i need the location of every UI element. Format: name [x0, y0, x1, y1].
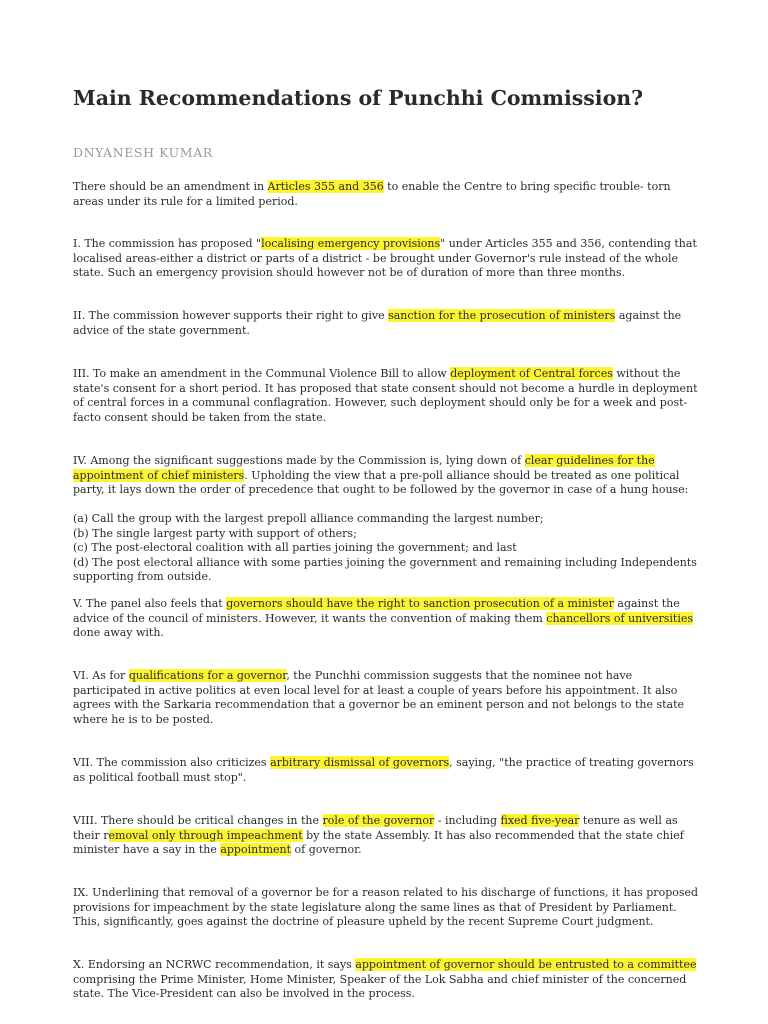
- author-byline: DNYANESH KUMAR: [73, 145, 213, 160]
- text-segment: tenure as well as their r: [73, 814, 678, 842]
- text-segment: , the Punchhi commission suggests that the nominee not have participated in active politics at even local level for at least a couple of years before his appointment. It also agrees with the Sarkaria recommendation that a governor be an eminent person and not belongs to the state where he is to be posted.: [73, 669, 685, 726]
- paragraph-iv: [73, 454, 703, 498]
- paragraph-vii: [73, 756, 703, 785]
- highlighted-text: role of the governor: [322, 814, 435, 827]
- paragraph-ix: [73, 886, 703, 930]
- text-segment: There should be an amendment in: [73, 180, 268, 193]
- page-title: Main Recommendations of Punchhi Commission?: [73, 86, 644, 110]
- text-segment: , saying, "the practice of treating governors as political football must stop".: [73, 756, 694, 784]
- text-segment: II. The commission however supports their right to give: [73, 309, 389, 322]
- paragraph-ii: [73, 309, 703, 338]
- highlighted-text: localising emergency provisions: [261, 237, 441, 250]
- paragraph-v: [73, 597, 703, 641]
- highlighted-text: appointment of governor should be entrusted to a committee: [355, 958, 697, 971]
- text-segment: to enable the Centre to bring specific trouble- torn areas under its rule for a limited period.: [73, 180, 671, 208]
- text-segment: - including: [434, 814, 501, 827]
- paragraph-i: [73, 237, 703, 281]
- paragraph-iii: [73, 367, 703, 425]
- text-segment: III. To make an amendment in the Communal Violence Bill to allow: [73, 367, 451, 380]
- highlighted-text: Articles 355 and 356: [267, 180, 384, 193]
- paragraph-x: [73, 958, 703, 1002]
- highlighted-text: governors should have the right to sanction prosecution of a minister: [226, 597, 614, 610]
- highlighted-text: chancellors of universities: [546, 611, 694, 625]
- text-segment: done away with.: [73, 626, 164, 640]
- highlighted-text: fixed five-year: [500, 814, 580, 827]
- highlighted-text: appointment: [220, 843, 292, 857]
- text-segment: IX. Underlining that removal of a governor be for a reason related to his discharge of functions, it has proposed provisions for impeachment by the state legislature along the same lines as that of President by Parliament. This, significantly, goes against the doctrine of pleasure upheld by the recent Supreme Court judgment.: [73, 886, 699, 929]
- highlighted-text: deployment of Central forces: [450, 367, 613, 380]
- text-segment: VII. The commission also criticizes: [73, 756, 271, 769]
- highlighted-text: arbitrary dismissal of governors: [270, 756, 450, 769]
- text-segment: V. The panel also feels that: [73, 597, 227, 610]
- text-segment: " under Articles 355 and 356, contending that localised areas-either a district or parts of a district - be brought under Governor's rule instead of the whole state. Such an emergency provision should however not be of duration of more than three months.: [73, 237, 697, 280]
- text-segment: IV. Among the significant suggestions made by the Commission is, lying down of: [73, 454, 525, 467]
- text-segment: . Upholding the view that a pre-poll alliance should be treated as one political party, it lays down the order of precedence that ought to be followed by the governor in case of a hung house:: [73, 468, 689, 497]
- text-segment: of governor.: [291, 843, 362, 857]
- text-segment: VIII. There should be critical changes in the: [73, 814, 323, 827]
- text-segment: against the advice of the state government.: [73, 309, 682, 337]
- highlighted-text: clear guidelines for the appointment of chief ministers: [73, 454, 655, 482]
- text-segment: I. The commission has proposed ": [73, 237, 262, 250]
- list-item: (d) The post electoral alliance with some parties joining the government and remaining including Independents supporting from outside.: [73, 555, 697, 584]
- paragraph-vi: [73, 669, 703, 727]
- highlighted-text: emoval only through impeachment: [108, 828, 303, 842]
- list-item: (b) The single largest party with support of others;: [73, 526, 357, 540]
- text-segment: X. Endorsing an NCRWC recommendation, it says: [73, 958, 356, 971]
- highlighted-text: sanction for the prosecution of ministers: [388, 309, 616, 322]
- list-item: (a) Call the group with the largest prepoll alliance commanding the largest number;: [73, 512, 544, 525]
- list-item: (c) The post-electoral coalition with all parties joining the government; and last: [73, 541, 517, 555]
- paragraph-iv-list: [73, 512, 703, 585]
- text-segment: without the state's consent for a short period. It has proposed that state consent should not become a hurdle in deployment of central forces in a communal conflagration. However, such deployment should only be for a week and post-facto consent should be taken from the state.: [73, 367, 698, 424]
- highlighted-text: qualifications for a governor: [128, 669, 287, 682]
- text-segment: against the advice of the council of ministers. However, it wants the convention of making them: [73, 597, 680, 625]
- text-segment: VI. As for: [73, 669, 129, 682]
- text-segment: by the state Assembly. It has also recommended that the state chief minister have a say in the: [73, 828, 684, 857]
- text-segment: comprising the Prime Minister, Home Minister, Speaker of the Lok Sabha and chief minister of the concerned state. The Vice-President can also be involved in the process.: [73, 972, 687, 1001]
- paragraph-intro: [73, 180, 703, 209]
- paragraph-viii: [73, 814, 703, 858]
